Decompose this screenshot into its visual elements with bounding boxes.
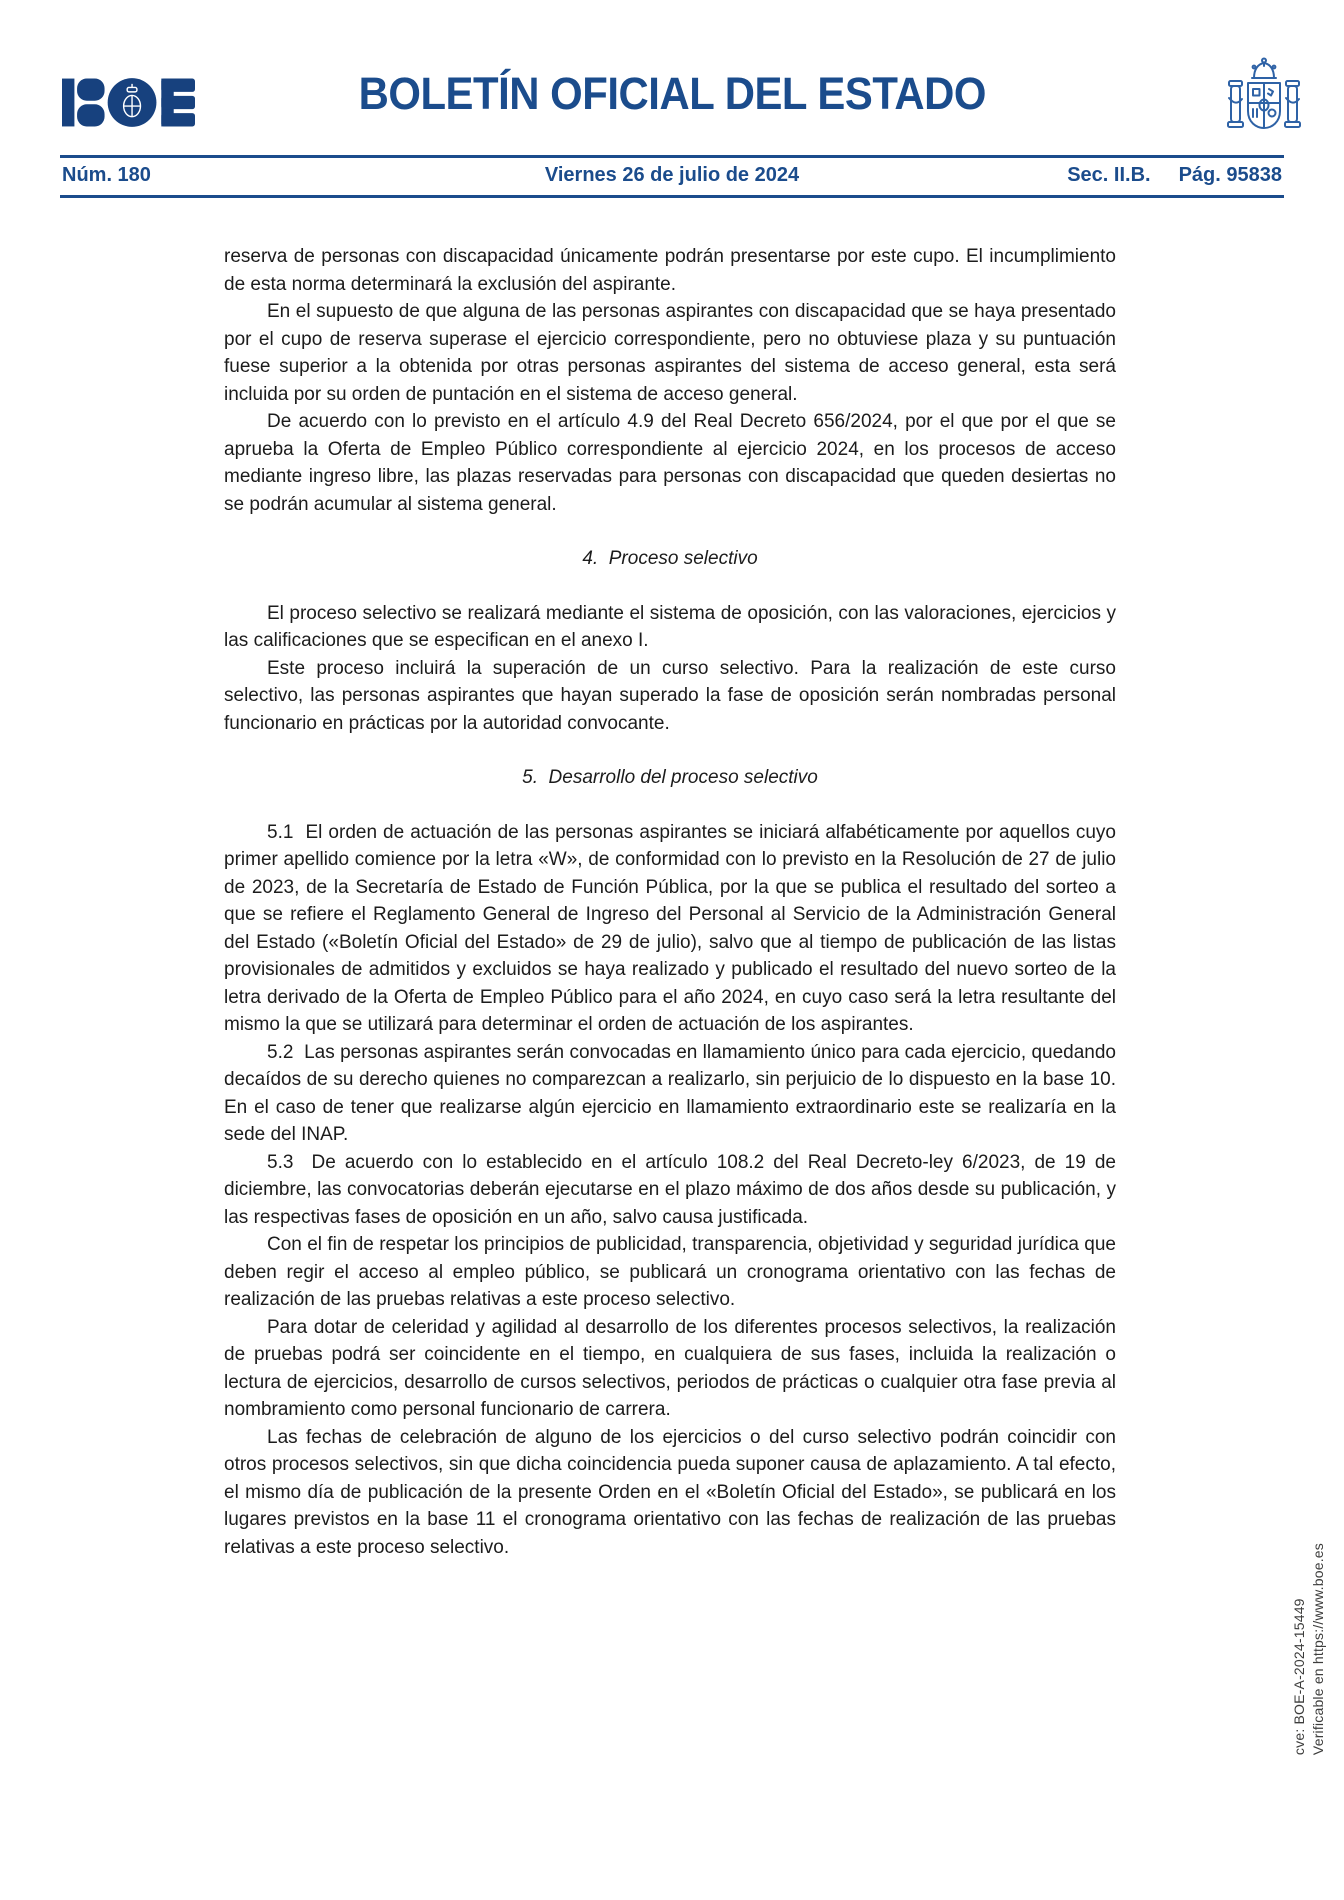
body-paragraph: En el supuesto de que alguna de las personas aspirantes con discapacidad que se haya presentado por el cupo de reserva superase el ejercicio correspondiente, pero no obtuviese plaza y su puntuación fuese superior a la obtenida por otras personas aspirantes del sistema de acceso general, esta será incluida por su orden de puntación en el sistema de acceso general. [224, 301, 1116, 405]
verification-url: Verificable en https://www.boe.es [1310, 1542, 1326, 1755]
section-heading-5: 5. Desarrollo del proceso selectivo [522, 767, 818, 788]
publication-date: Viernes 26 de julio de 2024 [544, 164, 800, 186]
cve-sidebar [1290, 1543, 1328, 1755]
body-paragraph: 5.3 De acuerdo con lo establecido en el artículo 108.2 del Real Decreto-ley 6/2023, de 19 de diciembre, las convocatorias deberán ejecutarse en el plazo máximo de dos años desde su publicación, y las respectivas fases de oposición en un año, salvo causa justificada. [224, 1151, 1116, 1228]
header-divider-bottom [60, 195, 1284, 198]
body-paragraph: De acuerdo con lo previsto en el artículo 4.9 del Real Decreto 656/2024, por el que por el que se aprueba la Oferta de Empleo Público correspondiente al ejercicio 2024, en los procesos de acceso mediante ingreso libre, las plazas reservadas para personas con discapacidad que queden desiertas no se podrán acumular al sistema general. [224, 411, 1116, 515]
body-paragraph: 5.2 Las personas aspirantes serán convocadas en llamamiento único para cada ejercicio, quedando decaídos de su derecho quienes no comparezcan a realizarlo, sin perjuicio de lo dispuesto en la base 10. En el caso de tener que realizarse algún ejercicio en llamamiento extraordinario este se realizaría en la sede del INAP. [224, 1041, 1116, 1145]
body-paragraph: Con el fin de respetar los principios de publicidad, transparencia, objetividad y seguridad jurídica que deben regir el acceso al empleo público, se publicará un cronograma orientativo con las fechas de realización de las pruebas relativas a este proceso selectivo. [224, 1234, 1116, 1310]
body-paragraph: Este proceso incluirá la superación de un curso selectivo. Para la realización de este curso selectivo, las personas aspirantes que hayan superado la fase de oposición serán nombradas personal funcionario en prácticas por la autoridad convocante. [224, 657, 1116, 734]
header-divider-top [60, 155, 1284, 158]
masthead-title: BOLETÍN OFICIAL DEL ESTADO [358, 68, 986, 119]
body-paragraph: Para dotar de celeridad y agilidad al desarrollo de los diferentes procesos selectivos, la realización de pruebas podrá ser coincidente en el tiempo, en cualquiera de sus fases, incluida la realización o lectura de ejercicios, desarrollo de cursos selectivos, periodos de prácticas o cualquier otra fase previa al nombramiento como personal funcionario de carrera. [224, 1316, 1116, 1420]
body-paragraph: Las fechas de celebración de alguno de los ejercicios o del curso selectivo podrán coincidir con otros procesos selectivos, sin que dicha coincidencia pueda suponer causa de aplazamiento. A tal efecto, el mismo día de publicación de la presente Orden en el «Boletín Oficial del Estado», se publicará en los lugares previstos en la base 11 el cronograma orientativo con las fechas de realización de las pruebas relativas a este proceso selectivo. [224, 1426, 1116, 1558]
section-and-page [1067, 164, 1282, 187]
cve-code: cve: BOE-A-2024-15449 [1291, 1598, 1307, 1755]
section-label: Sec. II.B. [1067, 164, 1151, 186]
header-meta-row [60, 164, 1284, 190]
section-heading-4: 4. Proceso selectivo [582, 548, 758, 569]
page-number: Pág. 95838 [1178, 164, 1282, 186]
body-paragraph: reserva de personas con discapacidad únicamente podrán presentarse por este cupo. El incumplimiento de esta norma determinará la exclusión del aspirante. [224, 246, 1116, 295]
spain-coat-of-arms-icon [1224, 56, 1304, 145]
issue-number: Núm. 180 [62, 164, 151, 186]
body-paragraph: 5.1 El orden de actuación de las personas aspirantes se iniciará alfabéticamente por aquellos cuyo primer apellido comience por la letra «W», de conformidad con lo previsto en la Resolución de 27 de julio de 2023, de la Secretaría de Estado de Función Pública, por la que se publica el resultado del sorteo a que se refiere el Reglamento General de Ingreso del Personal al Servicio de la Administración General del Estado («Boletín Oficial del Estado» de 29 de julio), salvo que al tiempo de publicación de las listas provisionales de admitidos y excluidos se haya realizado y publicado el resultado del nuevo sorteo de la letra derivado de la Oferta de Empleo Público para el año 2024, en cuyo caso será la letra resultante del mismo la que se utilizará para determinar el orden de actuación de los aspirantes. [224, 821, 1116, 1035]
document-body [224, 243, 1116, 1561]
body-paragraph: El proceso selectivo se realizará mediante el sistema de oposición, con las valoraciones, ejercicios y las calificaciones que se especifican en el anexo I. [224, 602, 1116, 651]
